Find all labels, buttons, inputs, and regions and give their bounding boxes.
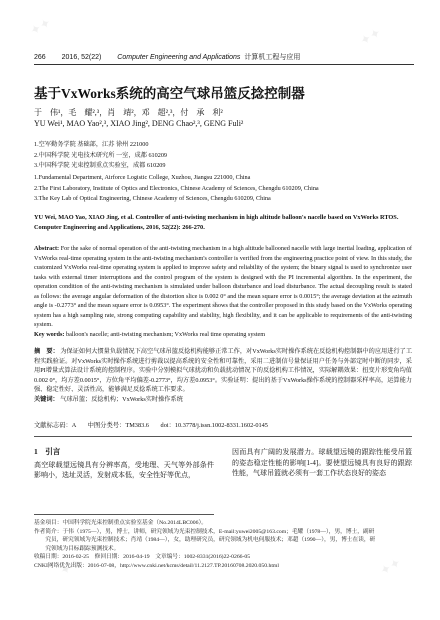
keywords-cn: 气球吊篮；反捻机构；VxWorks实时操作系统 (60, 395, 183, 403)
body-text: 高空球载望远镜具有分辨率高，受地理、天气等外部条件影响小，选址灵活，发射成本低，安全性好等优点， (34, 460, 214, 479)
watermark: ✦✦ (197, 295, 225, 320)
abstract-text: For the sake of normal operation of the anti-twisting mechanism in a high altitude ballooned nacelle with large inertial loading, application of VxWorks real-time operating system in the anti-twisting mechanism's controller is verified from the engineering practice point of view. In this study, the customized VxWorks real-time operating system is applied to improve safety and reliability of the system; the binary signal is used to synchronize user tasks with external timer interruptions and the control program of the system is designed with the PI incremental algorithm. In the experiment, the operation condition of the anti-twisting mechanism is simulated under balloon disturbance and load disturbance. The actual decoupling result is stated as follows: the average angular deformation of the distortion slice is 0.002 0° and the mean square error is 0.0015°; the average deviation at the azimuth angle is -0.2773° and the mean square error is 0.0953°. The experiment shows that the controller proposed in this study based on the VxWorks operating system has a high sampling rate, strong computing capability and stability, high flexibility, and it can be applicable to requirements of the anti-twisting system. (34, 245, 412, 328)
abstract-en (34, 244, 412, 339)
affiliation: 2.中国科学院 光电技术研究所 一室，成都 610209 (34, 151, 168, 159)
divider (34, 436, 412, 437)
footnote: 基金项目：中国科学院光束控制重点实验室基金（No.2014LBC006）。 (34, 520, 207, 526)
keywords-label: Key words: (34, 330, 65, 338)
affiliation: 1.Fundamental Department, Airforce Logistic College, Xuzhou, Jiangsu 221000, China (34, 174, 251, 181)
watermark: ✦✦ (377, 555, 405, 580)
keywords-label-cn: 关键词： (34, 395, 59, 403)
footnotes (34, 519, 414, 571)
doc-code: 文献标志码：A (34, 422, 76, 429)
footnote: 作者简介：于伟（1975—），男，博士，讲师，研究领域为光束控制技术，E-mail:yuwei2005@163.com；毛耀（1978—），男，博士，副研 (34, 528, 375, 535)
affiliation: 2.The First Laboratory, Institute of Optics and Electronics, Chinese Academy of Sciences, Chengdu 610209, China (34, 184, 319, 192)
section-heading: 1 引言 (34, 447, 61, 456)
keywords: balloon's nacelle; anti-twisting mechanism; VxWorks real time operating system (65, 330, 266, 338)
abstract-text-cn: 为保证如何大惯量负载情况下高空气球吊篮反捻机构能够正常工作，对VxWorks实时操作系统在反捻机构控制器中的应用进行了工程实践验证。对VxWorks实时操作系统进行剪裁以提高系统的安全性和可靠性，采用二进制信号量保证用户任务与外部定时中断的同步，采用PI增量式算法设计系统的控制程序。实验中分别模拟气球扰动和负载扰动情况下的反捻机构工作情况，实际解耦效果：扭变片形变角均值0.002 0°，均方差0.0015°，方位角平均偏差-0.2773°，均方差0.0953°。实验证明：提出的基于VxWorks操作系统的控制器采样率高，运算能力强、稳定性好、灵活性高，能够满足反捻系统工作要求。 (34, 348, 413, 394)
journal-name-en: Computer Engineering and Applications (117, 54, 241, 61)
affiliation: 3.The Key Lab of Optical Engineering, Chinese Academy of Sciences, Chengdu 610209, China (34, 195, 271, 203)
authors-cn: 于 伟¹，毛 耀²,³，肖 靖²，邓 超²,³，付 承 利² (34, 108, 223, 117)
abstract-label: Abstract: (34, 245, 60, 252)
footnote-divider (34, 514, 214, 515)
watermark: ✦✦ (57, 555, 85, 580)
abstract-cn (34, 347, 412, 405)
paper-title: 基于VxWorks系统的高空气球吊篮反捻控制器 (34, 86, 305, 101)
footnote: 究员，研究领域为光束控制技术；肖靖（1984—），女，助理研究员，研究领域为机电伺服技术；邓超（1990—），男，博士在读，研 (34, 537, 376, 544)
clc-number: 中图分类号：TM383.6 (87, 422, 149, 429)
issue-info: 2016, 52(22) (61, 54, 102, 61)
watermark: ✦✦ (357, 25, 385, 50)
affiliations-en (34, 173, 319, 205)
body-text: 因而具有广阔的发展潜力。球载望远镜的跟踪性能受吊篮的姿态稳定性能的影响[1-4]。要使望远镜具有良好的跟踪性能，气球吊篮就必须有一套工作状态良好的姿态 (232, 448, 412, 477)
footnote: CNKI网络优先出版：2016-07-08，http://www.cnki.net/kcms/detail/11.2127.TP.20160708.2020.050.html (34, 562, 279, 569)
watermark: ✦✦ (27, 15, 55, 40)
running-header (34, 52, 414, 65)
footnote: 收稿日期：2016-02-25 修回日期：2016-04-19 文章编号：1002-8331(2016)22-0266-05 (34, 554, 251, 561)
classification-line (34, 420, 268, 429)
page-number: 266 (34, 54, 46, 61)
journal-name-cn: 计算机工程与应用 (244, 54, 301, 61)
affiliation: 3.中国科学院 光束控制重点实验室，成都 610209 (34, 162, 166, 170)
intro-left-column (34, 447, 214, 481)
authors-en: YU Wei¹, MAO Yao²,³, XIAO Jing², DENG Chao²,³, GENG Fuli² (34, 119, 244, 128)
footnote: 究领域为目标跟踪预测技术。 (34, 545, 120, 552)
affiliations-cn (34, 140, 167, 172)
doi: doi：10.3778/j.issn.1002-8331.1602-0145 (160, 422, 268, 429)
affiliation: 1.空军勤务学院 基础部，江苏 徐州 221000 (34, 141, 149, 148)
citation: YU Wei, MAO Yao, XIAO Jing, et al. Controller of anti-twisting mechanism in high altitude balloon's nacelle based on VxWorks RTOS. Computer Engineering and Applications, 2016, 52(22): 266-270. (34, 214, 399, 231)
abstract-label-cn: 摘 要： (34, 348, 59, 355)
intro-right-column (232, 447, 412, 479)
